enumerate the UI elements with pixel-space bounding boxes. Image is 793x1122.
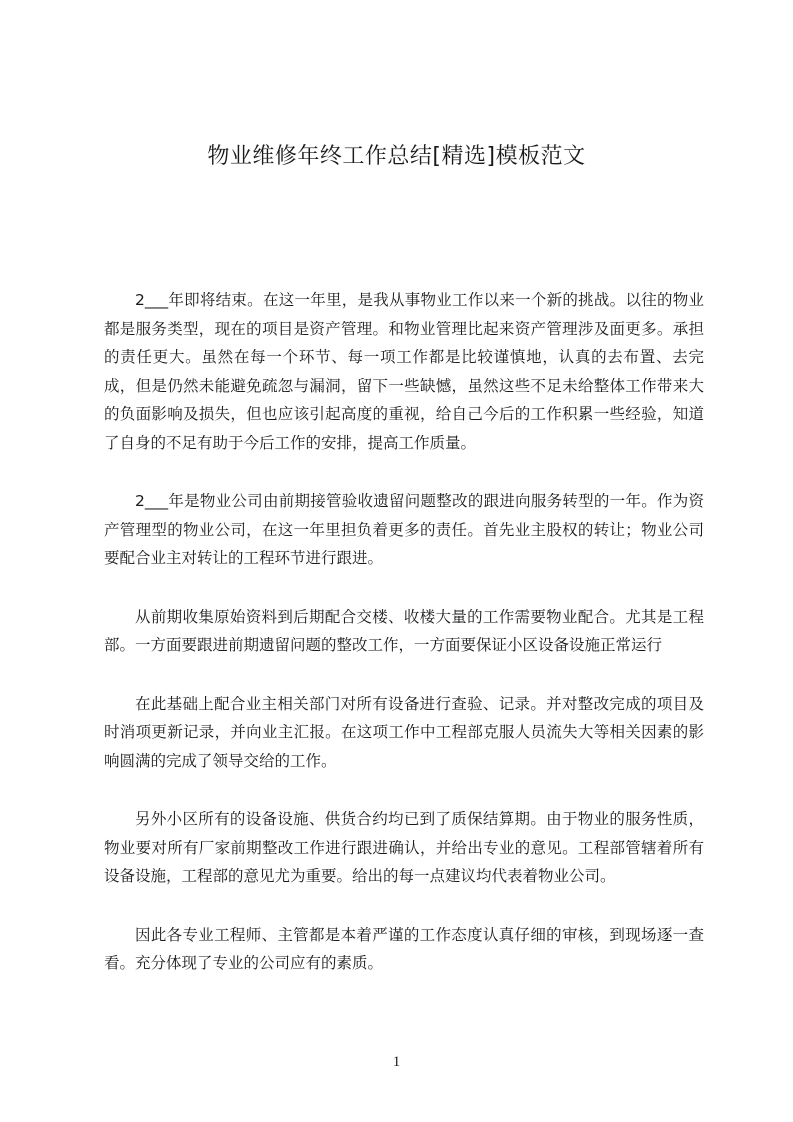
document-title: 物业维修年终工作总结[精选]模板范文 [207,144,586,169]
page-number: 1 [392,1054,401,1070]
paragraph: 2___年是物业公司由前期接管验收遗留问题整改的跟进向服务转型的一年。作为资产管理型的物业公司，在这一年里担负着更多的责任。首先业主股权的转让；物业公司要配合业主对转让的工程环节进行跟进。 [104,492,704,567]
paragraph: 从前期收集原始资料到后期配合交楼、收楼大量的工作需要物业配合。尤其是工程部。一方面要跟进前期遗留问题的整改工作，一方面要保证小区设备设施正常运行 [104,607,704,654]
document-body [104,286,704,1008]
paragraph: 因此各专业工程师、主管都是本着严谨的工作态度认真仔细的审核，到现场逐一查看。充分体现了专业的公司应有的素质。 [104,925,704,972]
paragraph: 另外小区所有的设备设施、供货合约均已到了质保结算期。由于物业的服务性质，物业要对所有厂家前期整改工作进行跟进确认，并给出专业的意见。工程部管辖着所有设备设施，工程部的意见尤为重要。给出的每一点建议均代表着物业公司。 [104,810,704,885]
paragraph: 在此基础上配合业主相关部门对所有设备进行查验、记录。并对整改完成的项目及时消项更新记录，并向业主汇报。在这项工作中工程部克服人员流失大等相关因素的影响圆满的完成了领导交给的工作。 [104,694,704,770]
paragraph: 2___年即将结束。在这一年里，是我从事物业工作以来一个新的挑战。以往的物业都是服务类型，现在的项目是资产管理。和物业管理比起来资产管理涉及面更多。承担的责任更大。虽然在每一个环节、每一项工作都是比较谨慎地，认真的去布置、去完成，但是仍然未能避免疏忽与漏洞，留下一些缺憾，虽然这些不足未给整体工作带来大的负面影响及损失，但也应该引起高度的重视，给自己今后的工作积累一些经验，知道了自身的不足有助于今后工作的安排，提高工作质量。 [104,291,704,452]
